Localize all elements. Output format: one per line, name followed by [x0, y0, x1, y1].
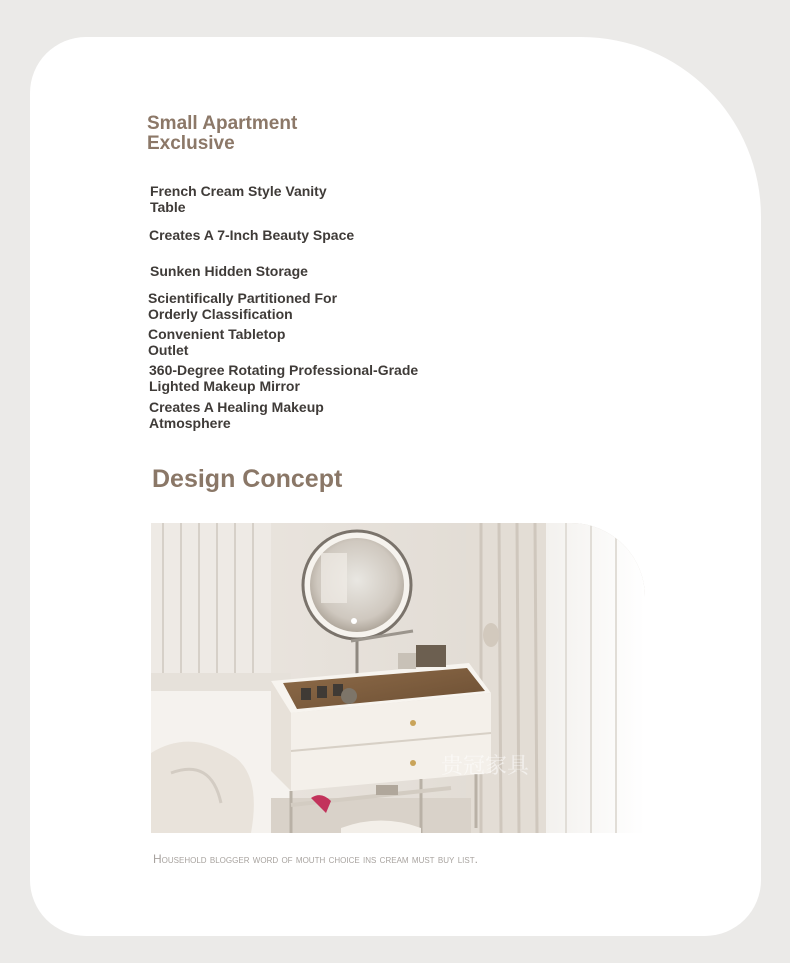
feature-line: Table	[150, 199, 186, 215]
photo-watermark: 贵冠家具	[441, 754, 530, 779]
feature-line: Scientifically Partitioned For	[148, 290, 338, 306]
photo-caption: Household blogger word of mouth choice ins cream must buy list.	[153, 852, 478, 866]
feature-item-beauty-space	[149, 227, 354, 243]
feature-item-outlet	[148, 326, 285, 358]
feature-item-rotating-mirror	[149, 362, 418, 394]
feature-line: Convenient Tabletop	[148, 326, 286, 342]
hero-title-line2: Exclusive	[147, 133, 235, 154]
feature-item-atmosphere	[149, 399, 324, 431]
headboard	[151, 523, 271, 698]
feature-line: Creates A Healing Makeup	[149, 399, 324, 415]
feature-item-hidden-storage	[150, 263, 308, 279]
feature-line: Lighted Makeup Mirror	[149, 378, 300, 394]
hero-title-line1: Small Apartment	[147, 113, 298, 134]
design-concept-title: Design Concept	[152, 465, 343, 493]
feature-item-vanity-table	[150, 183, 327, 215]
feature-line: Atmosphere	[149, 415, 231, 431]
feature-line: Creates A 7-Inch Beauty Space	[149, 227, 355, 243]
feature-line: Orderly Classification	[148, 306, 293, 322]
feature-item-partitioned	[148, 290, 337, 322]
feature-line: Sunken Hidden Storage	[150, 263, 308, 279]
feature-line: French Cream Style Vanity	[150, 183, 327, 199]
hero-title	[147, 114, 297, 154]
bed	[151, 673, 291, 833]
window	[546, 523, 645, 833]
feature-line: 360-Degree Rotating Professional-Grade	[149, 362, 419, 378]
product-photo	[151, 523, 645, 833]
feature-line: Outlet	[148, 342, 189, 358]
